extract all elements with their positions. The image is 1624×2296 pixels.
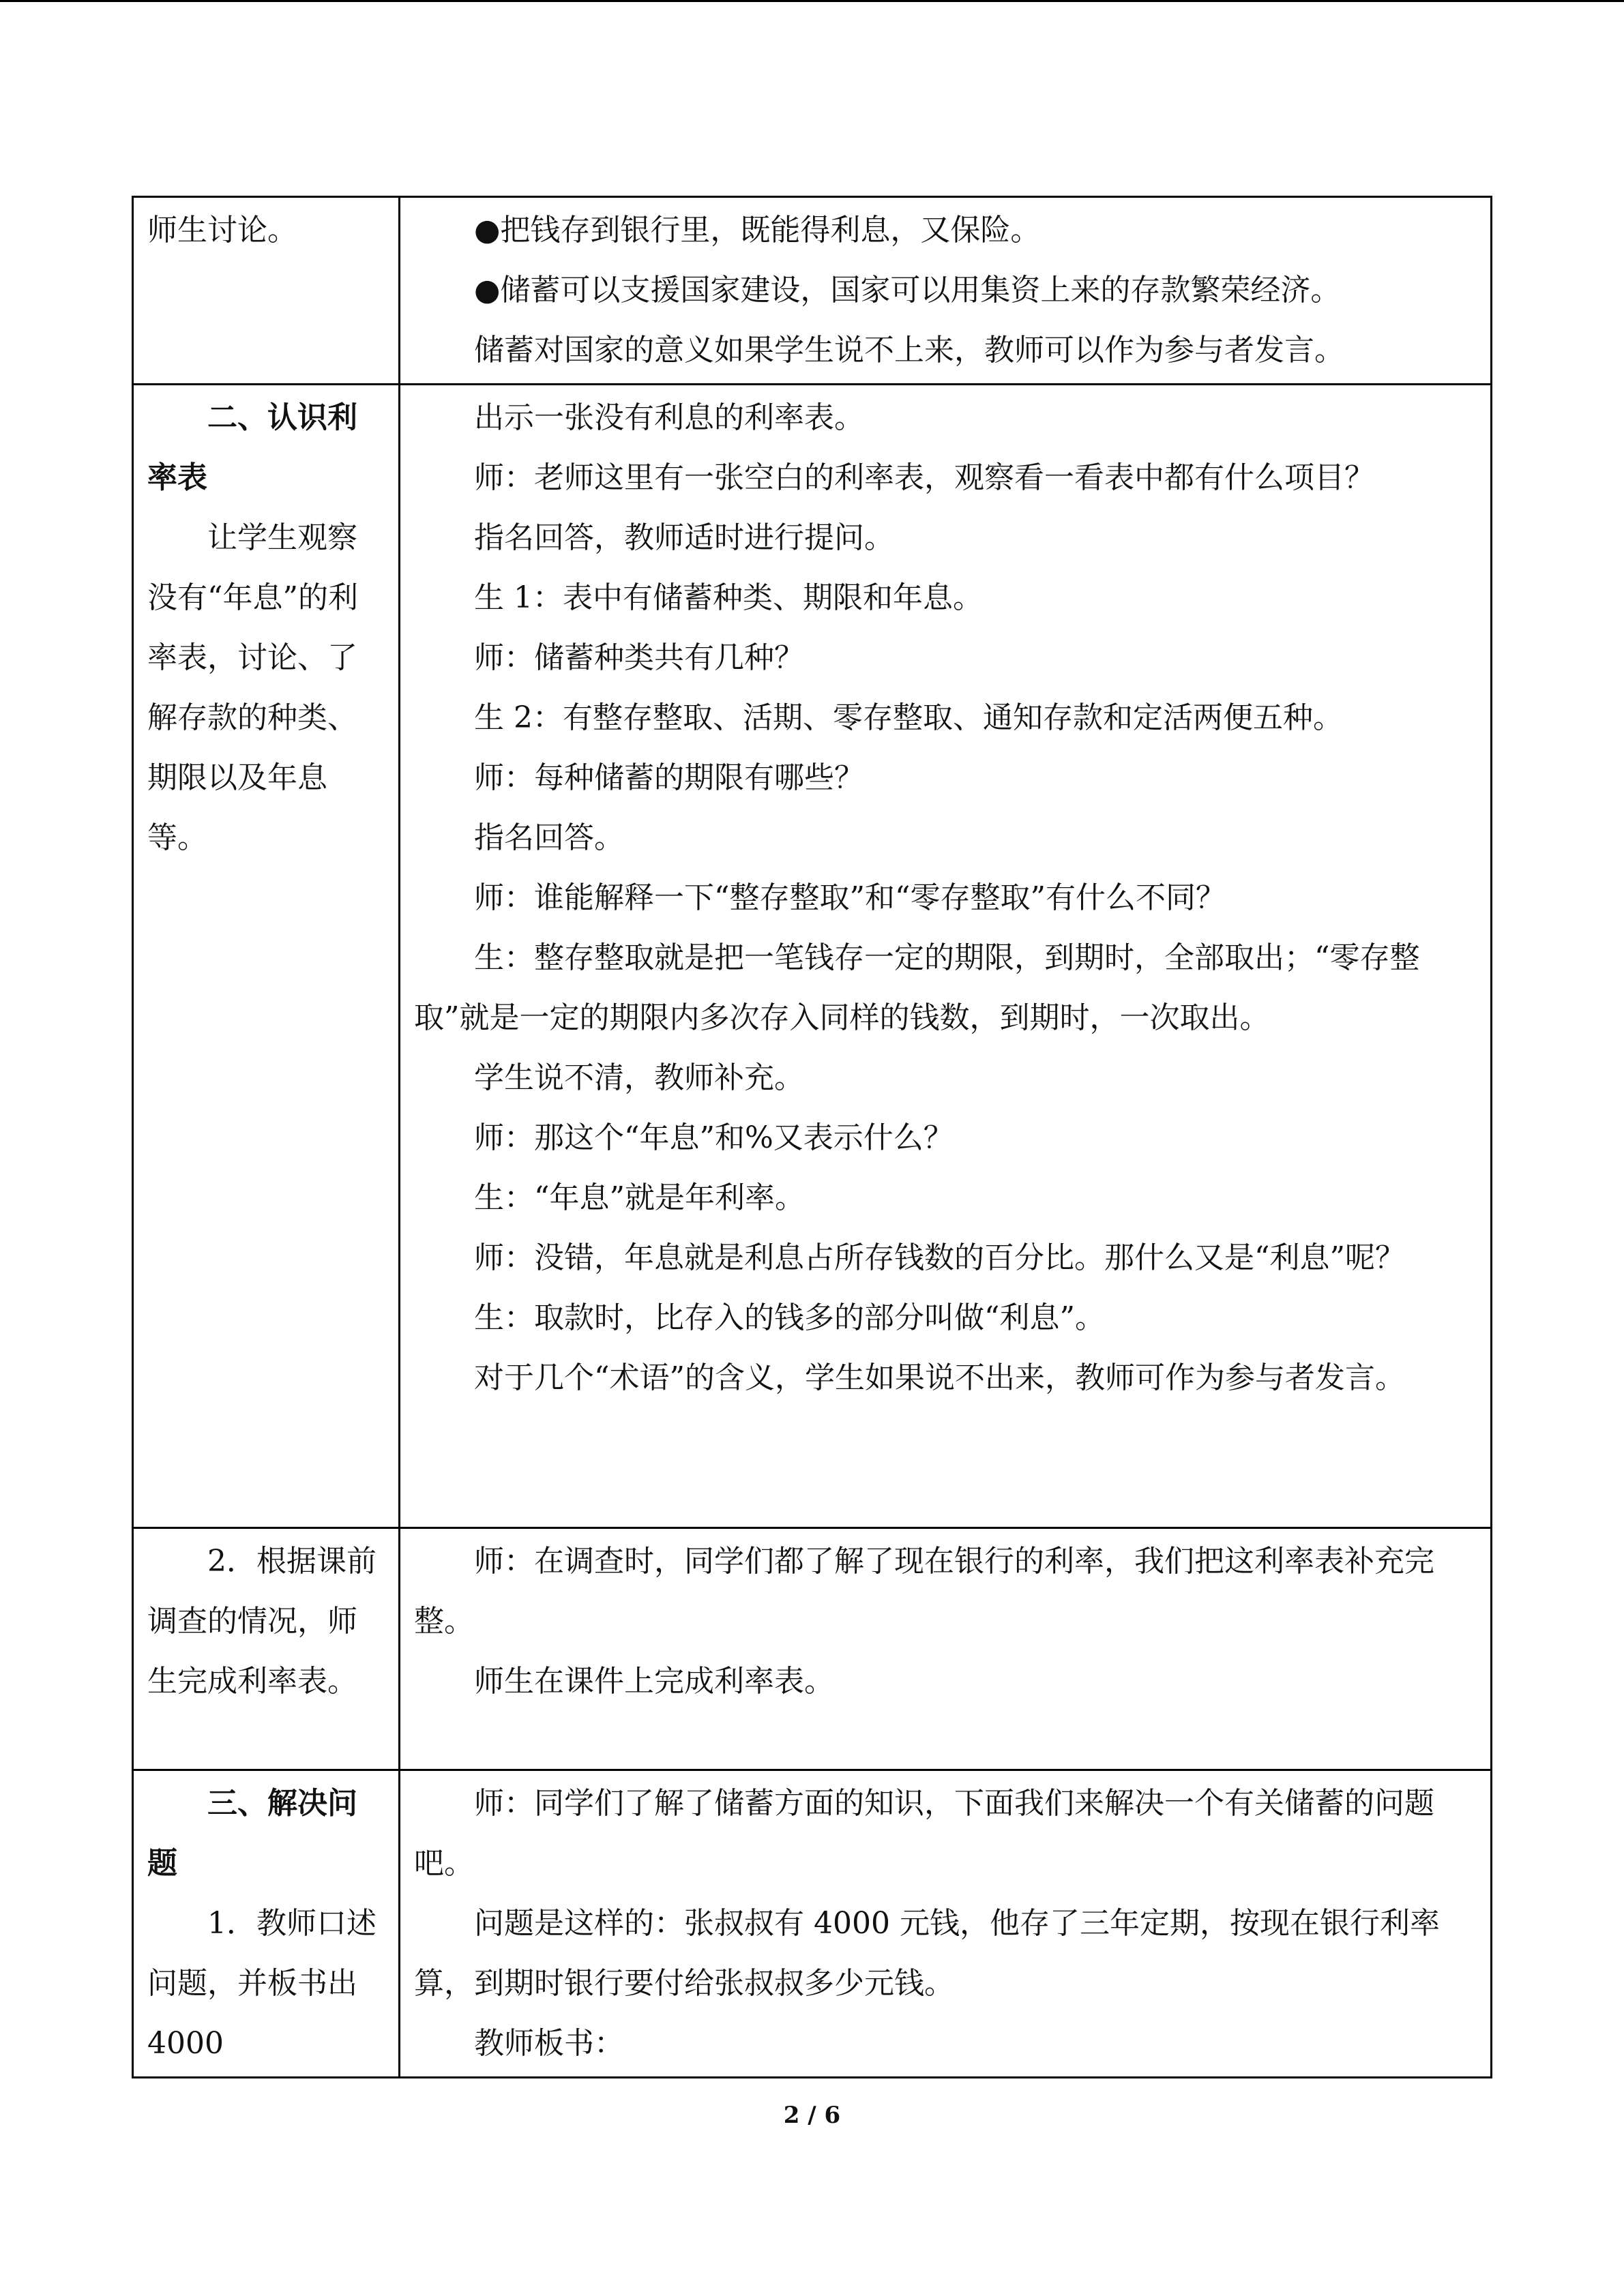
activity-text: 师：那这个“年息”和%又表示什么？ (474, 1120, 954, 1155)
step-cell (133, 1528, 400, 1770)
activity-text: 指名回答，教师适时进行提问。 (474, 520, 894, 555)
step-cell (133, 197, 400, 385)
step-text: 1．教师口述问题，并板书出 4000 (147, 1906, 377, 2061)
activity-text: 指名回答。 (474, 820, 624, 855)
step-text: 让学生观察没有“年息”的利率表，讨论、了解存款的种类、期限以及年息等。 (147, 520, 358, 855)
step-cell (133, 1770, 400, 2078)
activity-text: 生：整存整取就是把一笔钱存一定的期限，到期时，全部取出；“零存整取”就是一定的期限内多次存入同样的钱数，到期时，一次取出。 (414, 940, 1420, 1035)
activity-text: 对于几个“术语”的含义，学生如果说不出来，教师可作为参与者发言。 (474, 1360, 1405, 1395)
activity-text: 师：每种储蓄的期限有哪些？ (474, 760, 864, 795)
step-cell (133, 385, 400, 1528)
table-row (133, 197, 1492, 385)
activity-cell (400, 385, 1492, 1528)
table-row (133, 385, 1492, 1528)
activity-text: 师生在课件上完成利率表。 (474, 1664, 834, 1699)
activity-text: 生：“年息”就是年利率。 (474, 1180, 805, 1215)
activity-text: 出示一张没有利息的利率表。 (474, 400, 864, 435)
activity-text: 生 2：有整存整取、活期、零存整取、通知存款和定活两便五种。 (474, 700, 1343, 735)
activity-text: 问题是这样的：张叔叔有 4000 元钱，他存了三年定期，按现在银行利率算，到期时银行要付给张叔叔多少元钱。 (414, 1906, 1440, 2001)
activity-cell (400, 197, 1492, 385)
activity-cell (400, 1528, 1492, 1770)
activity-text: 储蓄对国家的意义如果学生说不上来，教师可以作为参与者发言。 (474, 333, 1344, 368)
activity-text: ●把钱存到银行里，既能得利息，又保险。 (474, 213, 1041, 248)
lesson-plan-table (132, 196, 1492, 2078)
activity-text: 师：储蓄种类共有几种？ (474, 640, 804, 675)
table-row (133, 1770, 1492, 2078)
activity-text: 师：老师这里有一张空白的利率表，观察看一看表中都有什么项目？ (474, 460, 1374, 495)
activity-text: 师：没错，年息就是利息占所存钱数的百分比。那什么又是“利息”呢？ (474, 1240, 1405, 1275)
step-text: 师生讨论。 (147, 213, 297, 248)
activity-text: 师：同学们了解了储蓄方面的知识，下面我们来解决一个有关储蓄的问题吧。 (414, 1786, 1434, 1881)
section-heading: 三、解决问题 (147, 1786, 357, 1881)
activity-text: 学生说不清，教师补充。 (474, 1060, 804, 1095)
activity-text: 生 1：表中有储蓄种类、期限和年息。 (474, 580, 983, 615)
activity-text: 师：谁能解释一下“整存整取”和“零存整取”有什么不同？ (474, 880, 1226, 915)
page-top-border (0, 0, 1624, 2)
step-text: 2．根据课前调查的情况，师生完成利率表。 (147, 1544, 377, 1699)
activity-text: 师：在调查时，同学们都了解了现在银行的利率，我们把这利率表补充完整。 (414, 1544, 1434, 1639)
table-row (133, 1528, 1492, 1770)
page-number: 2 / 6 (783, 2102, 841, 2129)
activity-text: 教师板书： (474, 2026, 624, 2061)
section-heading: 二、认识利率表 (147, 400, 357, 495)
activity-text: 生：取款时，比存入的钱多的部分叫做“利息”。 (474, 1300, 1105, 1335)
activity-text: ●储蓄可以支援国家建设，国家可以用集资上来的存款繁荣经济。 (474, 273, 1341, 308)
activity-cell (400, 1770, 1492, 2078)
